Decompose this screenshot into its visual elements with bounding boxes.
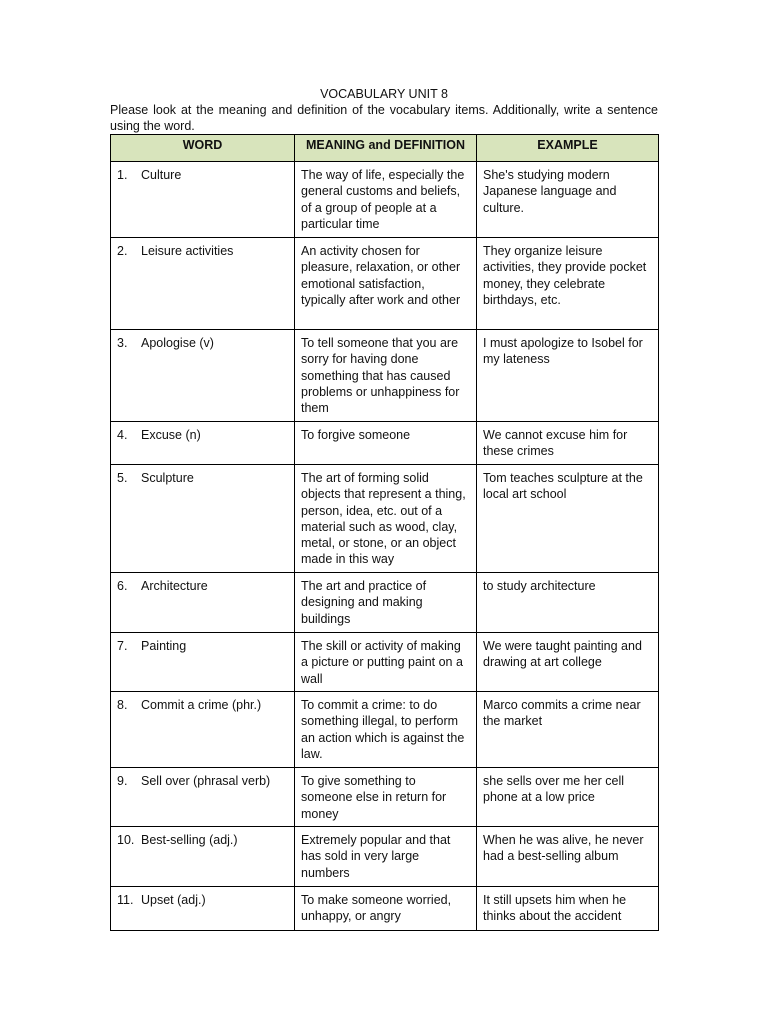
meaning-cell: To commit a crime: to do something illegal, to perform an action which is against the law. <box>295 692 477 768</box>
word-text: Commit a crime (phr.) <box>141 698 262 712</box>
row-number: 8. <box>117 698 128 712</box>
example-cell: It still upsets him when he thinks about the accident <box>477 887 659 931</box>
word-cell <box>111 768 295 827</box>
table-row <box>111 692 659 768</box>
header-word: WORD <box>111 135 295 162</box>
header-meaning: MEANING and DEFINITION <box>295 135 477 162</box>
meaning-cell: The skill or activity of making a picture or putting paint on a wall <box>295 633 477 692</box>
header-example: EXAMPLE <box>477 135 659 162</box>
meaning-cell: To forgive someone <box>295 422 477 465</box>
example-cell: We cannot excuse him for these crimes <box>477 422 659 465</box>
word-text: Excuse (n) <box>141 428 201 442</box>
example-cell: I must apologize to Isobel for my lateness <box>477 330 659 422</box>
table-row <box>111 465 659 573</box>
word-text: Culture <box>141 168 182 182</box>
word-text: Leisure activities <box>141 244 234 258</box>
meaning-cell: The art and practice of designing and making buildings <box>295 573 477 633</box>
word-cell <box>111 633 295 692</box>
word-cell <box>111 238 295 330</box>
meaning-cell: To make someone worried, unhappy, or angry <box>295 887 477 931</box>
example-cell: she sells over me her cell phone at a low price <box>477 768 659 827</box>
word-cell <box>111 465 295 573</box>
table-row <box>111 330 659 422</box>
row-number: 11. <box>117 893 134 907</box>
meaning-cell: The way of life, especially the general customs and beliefs, of a group of people at a particular time <box>295 162 477 238</box>
meaning-cell: An activity chosen for pleasure, relaxation, or other emotional satisfaction, typically after work and other <box>295 238 477 330</box>
meaning-cell: To give something to someone else in return for money <box>295 768 477 827</box>
word-text: Sell over (phrasal verb) <box>141 774 271 788</box>
table-row <box>111 768 659 827</box>
example-cell: They organize leisure activities, they provide pocket money, they celebrate birthdays, etc. <box>477 238 659 330</box>
word-text: Upset (adj.) <box>141 893 206 907</box>
row-number: 9. <box>117 774 128 788</box>
document-title: VOCABULARY UNIT 8 <box>320 87 448 101</box>
example-cell: to study architecture <box>477 573 659 633</box>
row-number: 2. <box>117 244 128 258</box>
meaning-cell: The art of forming solid objects that represent a thing, person, idea, etc. out of a material such as wood, clay, metal, or stone, or an object made in this way <box>295 465 477 573</box>
example-cell: When he was alive, he never had a best-selling album <box>477 827 659 887</box>
row-number: 5. <box>117 471 128 485</box>
row-number: 7. <box>117 639 128 653</box>
example-cell: We were taught painting and drawing at art college <box>477 633 659 692</box>
table-header-row <box>111 135 659 162</box>
meaning-cell: To tell someone that you are sorry for having done something that has caused problems or unhappiness for them <box>295 330 477 422</box>
word-cell <box>111 162 295 238</box>
table-row <box>111 573 659 633</box>
word-text: Architecture <box>141 579 208 593</box>
example-cell: She's studying modern Japanese language and culture. <box>477 162 659 238</box>
instructions-text: Please look at the meaning and definition of the vocabulary items. Additionally, write a sentence using the word. <box>110 103 658 133</box>
document-page <box>110 86 658 931</box>
table-row <box>111 633 659 692</box>
word-cell <box>111 887 295 931</box>
example-cell: Marco commits a crime near the market <box>477 692 659 768</box>
row-number: 6. <box>117 579 128 593</box>
vocabulary-table <box>110 134 659 931</box>
word-text: Apologise (v) <box>141 336 214 350</box>
example-cell: Tom teaches sculpture at the local art school <box>477 465 659 573</box>
word-cell <box>111 692 295 768</box>
table-row <box>111 827 659 887</box>
row-number: 1. <box>117 168 128 182</box>
word-cell <box>111 330 295 422</box>
word-cell <box>111 573 295 633</box>
word-text: Best-selling (adj.) <box>141 833 238 847</box>
meaning-cell: Extremely popular and that has sold in very large numbers <box>295 827 477 887</box>
table-row <box>111 887 659 931</box>
table-row <box>111 422 659 465</box>
row-number: 10. <box>117 833 135 847</box>
table-row <box>111 162 659 238</box>
word-text: Sculpture <box>141 471 194 485</box>
row-number: 4. <box>117 428 128 442</box>
row-number: 3. <box>117 336 128 350</box>
word-cell <box>111 827 295 887</box>
word-cell <box>111 422 295 465</box>
word-text: Painting <box>141 639 187 653</box>
table-row <box>111 238 659 330</box>
